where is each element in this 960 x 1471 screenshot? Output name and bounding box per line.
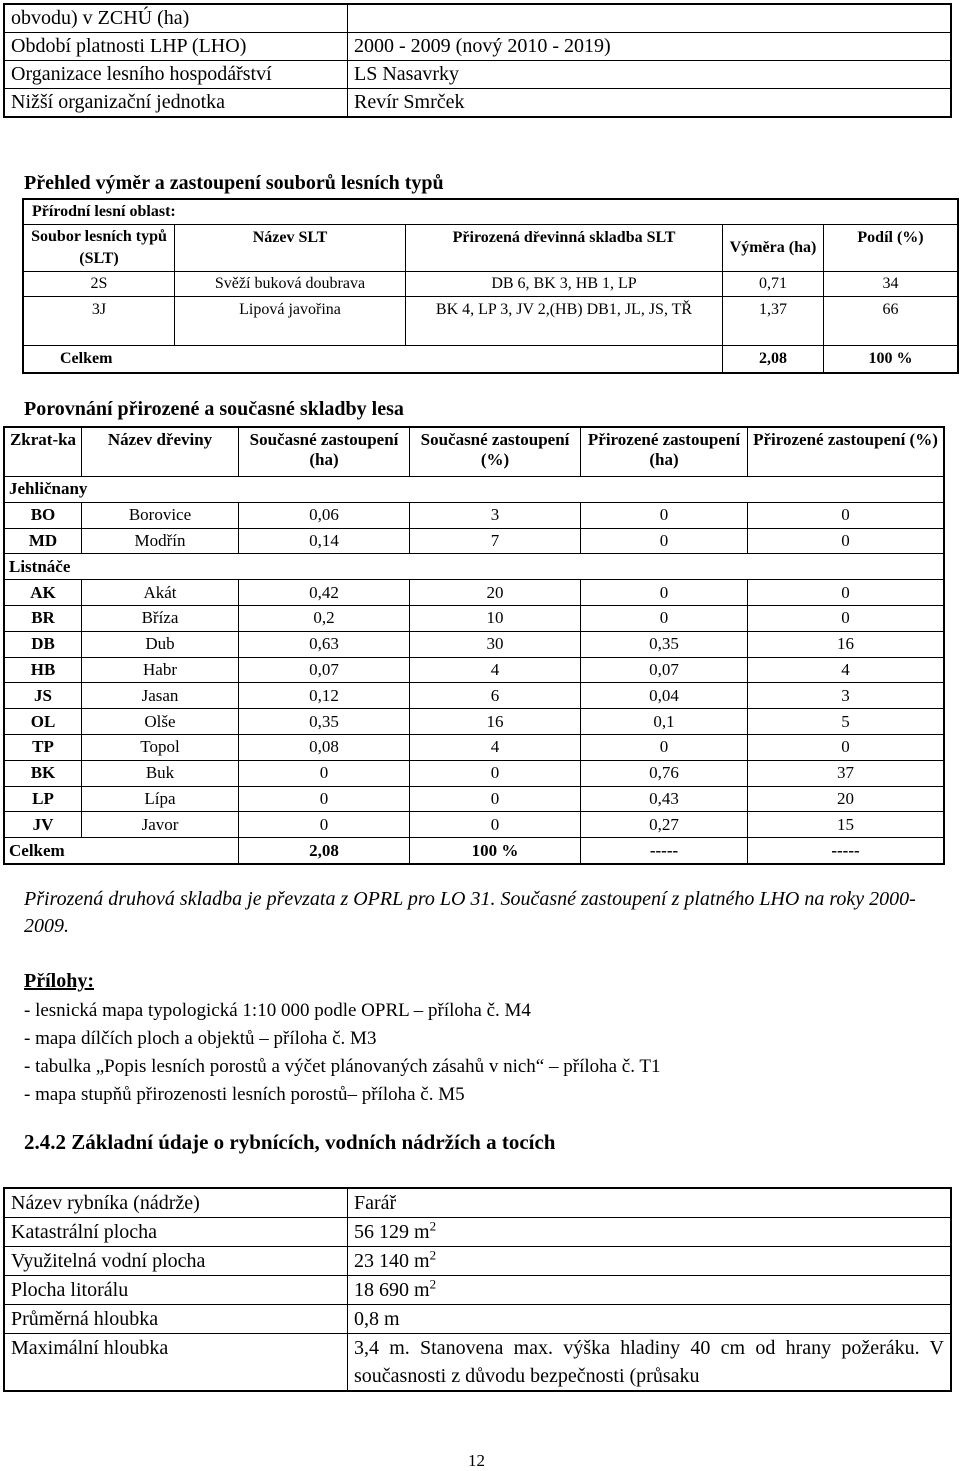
group-label: Listnáče (4, 554, 944, 580)
current-pct: 10 (410, 605, 581, 631)
species-name: Javor (82, 812, 239, 838)
natural-ha: 0,27 (581, 812, 748, 838)
header-cell: Výměra (ha) (723, 225, 824, 272)
current-pct: 3 (410, 502, 581, 528)
current-pct: 4 (410, 734, 581, 760)
header-cell: Současné zastoupení (%) (410, 427, 581, 477)
table-header-row (23, 225, 958, 272)
pond-table (3, 1187, 952, 1392)
header-cell: Název SLT (175, 225, 406, 272)
attachments-list (24, 997, 661, 1109)
current-pct: 0 (410, 812, 581, 838)
natural-ha: 0,76 (581, 760, 748, 786)
table-row (4, 1334, 951, 1392)
current-ha: 0,12 (239, 683, 410, 709)
comp-section-title: Porovnání přirozené a současné skladby lesa (24, 398, 404, 420)
current-pct: 20 (410, 580, 581, 606)
total-label: Celkem (4, 838, 239, 864)
pond-value-text: 3,4 m. Stanovena max. výška hladiny 40 cm od hrany požeráku. V současnosti z důvodu bezpečnosti (průsaku (354, 1337, 944, 1387)
current-ha: 0,14 (239, 528, 410, 554)
info-label: obvodu) v ZCHÚ (ha) (4, 4, 348, 33)
current-pct: 7 (410, 528, 581, 554)
info-value: 2000 - 2009 (nový 2010 - 2019) (348, 33, 952, 61)
table-row (4, 734, 944, 760)
table-header-row (4, 427, 944, 477)
table-total-row (23, 346, 958, 374)
natural-pct: 16 (748, 631, 945, 657)
natural-ha: 0,07 (581, 657, 748, 683)
current-pct: 6 (410, 683, 581, 709)
list-item: - lesnická mapa typologická 1:10 000 podle OPRL – příloha č. M4 (24, 1000, 531, 1021)
total-natural-ha: ----- (581, 838, 748, 864)
table-row (4, 1188, 951, 1218)
natural-pct: 20 (748, 786, 945, 812)
table-row (4, 1276, 951, 1305)
current-pct: 4 (410, 657, 581, 683)
natural-pct: 4 (748, 657, 945, 683)
composition-note: Přirozená druhová skladba je převzata z OPRL pro LO 31. Současné zastoupení z platného LHO na roky 2000-2009. (24, 888, 916, 937)
table-row (4, 1305, 951, 1334)
natural-ha: 0,1 (581, 709, 748, 735)
slt-area: 1,37 (723, 297, 824, 346)
table-row (4, 502, 944, 528)
table-row (4, 4, 951, 33)
species-name: Modřín (82, 528, 239, 554)
unit-exponent: 2 (429, 1247, 437, 1263)
natural-pct: 5 (748, 709, 945, 735)
slt-section-title: Přehled výměr a zastoupení souborů lesních typů (24, 172, 444, 194)
pond-value (348, 1218, 952, 1247)
region-label: Přírodní lesní oblast: (23, 199, 958, 225)
info-value (348, 4, 952, 33)
species-name: Bříza (82, 605, 239, 631)
current-ha: 0,07 (239, 657, 410, 683)
current-pct: 16 (410, 709, 581, 735)
total-current-pct: 100 % (410, 838, 581, 864)
natural-pct: 0 (748, 605, 945, 631)
slt-share: 34 (824, 272, 959, 297)
pond-label: Plocha litorálu (4, 1276, 348, 1305)
species-abbr: OL (4, 709, 82, 735)
attachments-heading: Přílohy: (24, 970, 94, 992)
slt-table (22, 198, 959, 374)
header-cell: Soubor lesních typů (SLT) (23, 225, 175, 272)
header-cell: Název dřeviny (82, 427, 239, 477)
slt-name: Svěží buková doubrava (175, 272, 406, 297)
natural-pct: 3 (748, 683, 945, 709)
unit-exponent: 2 (429, 1276, 437, 1292)
species-abbr: BK (4, 760, 82, 786)
table-row (4, 786, 944, 812)
natural-pct: 0 (748, 502, 945, 528)
current-ha: 0,42 (239, 580, 410, 606)
pond-label: Využitelná vodní plocha (4, 1247, 348, 1276)
pond-value (348, 1276, 952, 1305)
table-row (23, 272, 958, 297)
table-row (4, 709, 944, 735)
slt-share: 66 (824, 297, 959, 346)
species-name: Topol (82, 734, 239, 760)
natural-pct: 0 (748, 580, 945, 606)
header-cell: Podíl (%) (824, 225, 959, 272)
natural-ha: 0 (581, 528, 748, 554)
info-value: LS Nasavrky (348, 61, 952, 89)
group-label: Jehličnany (4, 477, 944, 503)
current-pct: 0 (410, 786, 581, 812)
current-ha: 0,06 (239, 502, 410, 528)
pond-value (348, 1188, 952, 1218)
species-abbr: JV (4, 812, 82, 838)
pond-value-text: Farář (354, 1192, 397, 1214)
species-abbr: AK (4, 580, 82, 606)
current-pct: 30 (410, 631, 581, 657)
pond-label: Průměrná hloubka (4, 1305, 348, 1334)
slt-name: Lipová javořina (175, 297, 406, 346)
species-abbr: JS (4, 683, 82, 709)
header-cell: Zkrat-ka (4, 427, 82, 477)
species-abbr: LP (4, 786, 82, 812)
current-ha: 0,2 (239, 605, 410, 631)
table-row (23, 297, 958, 346)
table-row (4, 89, 951, 118)
header-cell: Současné zastoupení (ha) (239, 427, 410, 477)
natural-ha: 0,04 (581, 683, 748, 709)
species-name: Dub (82, 631, 239, 657)
pond-value (348, 1334, 952, 1392)
slt-code: 3J (23, 297, 175, 346)
table-total-row (4, 838, 944, 864)
total-current-ha: 2,08 (239, 838, 410, 864)
table-row (4, 33, 951, 61)
table-row (23, 199, 958, 225)
table-row (4, 760, 944, 786)
species-name: Akát (82, 580, 239, 606)
natural-pct: 0 (748, 734, 945, 760)
group-row (4, 554, 944, 580)
list-item: - tabulka „Popis lesních porostů a výčet plánovaných zásahů v nich“ – příloha č. T1 (24, 1056, 661, 1077)
group-row (4, 477, 944, 503)
natural-ha: 0 (581, 734, 748, 760)
natural-ha: 0,35 (581, 631, 748, 657)
slt-code: 2S (23, 272, 175, 297)
header-cell: Přirozená dřevinná skladba SLT (406, 225, 723, 272)
unit-exponent: 2 (429, 1218, 437, 1234)
pond-value (348, 1247, 952, 1276)
natural-ha: 0 (581, 605, 748, 631)
species-name: Lípa (82, 786, 239, 812)
natural-ha: 0,43 (581, 786, 748, 812)
pond-value (348, 1305, 952, 1334)
lhp-info-table (3, 3, 952, 118)
composition-table (3, 426, 945, 865)
total-share: 100 % (824, 346, 959, 374)
natural-ha: 0 (581, 580, 748, 606)
table-row (4, 657, 944, 683)
header-cell: Přirozené zastoupení (ha) (581, 427, 748, 477)
current-ha: 0,35 (239, 709, 410, 735)
species-abbr: BO (4, 502, 82, 528)
pond-label: Název rybníka (nádrže) (4, 1188, 348, 1218)
info-label: Nižší organizační jednotka (4, 89, 348, 118)
page-number: 12 (468, 1451, 485, 1470)
pond-label: Katastrální plocha (4, 1218, 348, 1247)
current-ha: 0 (239, 760, 410, 786)
section-heading: 2.4.2 Základní údaje o rybnících, vodních nádržích a tocích (24, 1130, 556, 1154)
species-name: Jasan (82, 683, 239, 709)
table-row (4, 605, 944, 631)
species-name: Olše (82, 709, 239, 735)
current-ha: 0 (239, 786, 410, 812)
total-label: Celkem (23, 346, 723, 374)
table-row (4, 61, 951, 89)
current-ha: 0 (239, 812, 410, 838)
pond-value-text: 23 140 m (354, 1250, 430, 1272)
natural-ha: 0 (581, 502, 748, 528)
species-abbr: HB (4, 657, 82, 683)
species-name: Habr (82, 657, 239, 683)
pond-label: Maximální hloubka (4, 1334, 348, 1392)
table-row (4, 1247, 951, 1276)
species-name: Borovice (82, 502, 239, 528)
species-name: Buk (82, 760, 239, 786)
table-row (4, 580, 944, 606)
slt-composition: BK 4, LP 3, JV 2,(HB) DB1, JL, JS, TŘ (406, 297, 723, 346)
table-row (4, 683, 944, 709)
table-row (4, 528, 944, 554)
info-label: Období platnosti LHP (LHO) (4, 33, 348, 61)
natural-pct: 0 (748, 528, 945, 554)
slt-area: 0,71 (723, 272, 824, 297)
current-ha: 0,63 (239, 631, 410, 657)
pond-value-text: 0,8 m (354, 1308, 400, 1330)
info-label: Organizace lesního hospodářství (4, 61, 348, 89)
species-abbr: MD (4, 528, 82, 554)
table-row (4, 812, 944, 838)
pond-value-text: 56 129 m (354, 1221, 430, 1243)
list-item: - mapa dílčích ploch a objektů – příloha č. M3 (24, 1028, 377, 1049)
list-item: - mapa stupňů přirozenosti lesních porostů– příloha č. M5 (24, 1084, 465, 1105)
info-value: Revír Smrček (348, 89, 952, 118)
natural-pct: 15 (748, 812, 945, 838)
table-row (4, 1218, 951, 1247)
header-cell: Přirozené zastoupení (%) (748, 427, 945, 477)
table-row (4, 631, 944, 657)
natural-pct: 37 (748, 760, 945, 786)
total-natural-pct: ----- (748, 838, 945, 864)
current-pct: 0 (410, 760, 581, 786)
species-abbr: DB (4, 631, 82, 657)
species-abbr: TP (4, 734, 82, 760)
species-abbr: BR (4, 605, 82, 631)
current-ha: 0,08 (239, 734, 410, 760)
pond-value-text: 18 690 m (354, 1279, 430, 1301)
total-area: 2,08 (723, 346, 824, 374)
slt-composition: DB 6, BK 3, HB 1, LP (406, 272, 723, 297)
